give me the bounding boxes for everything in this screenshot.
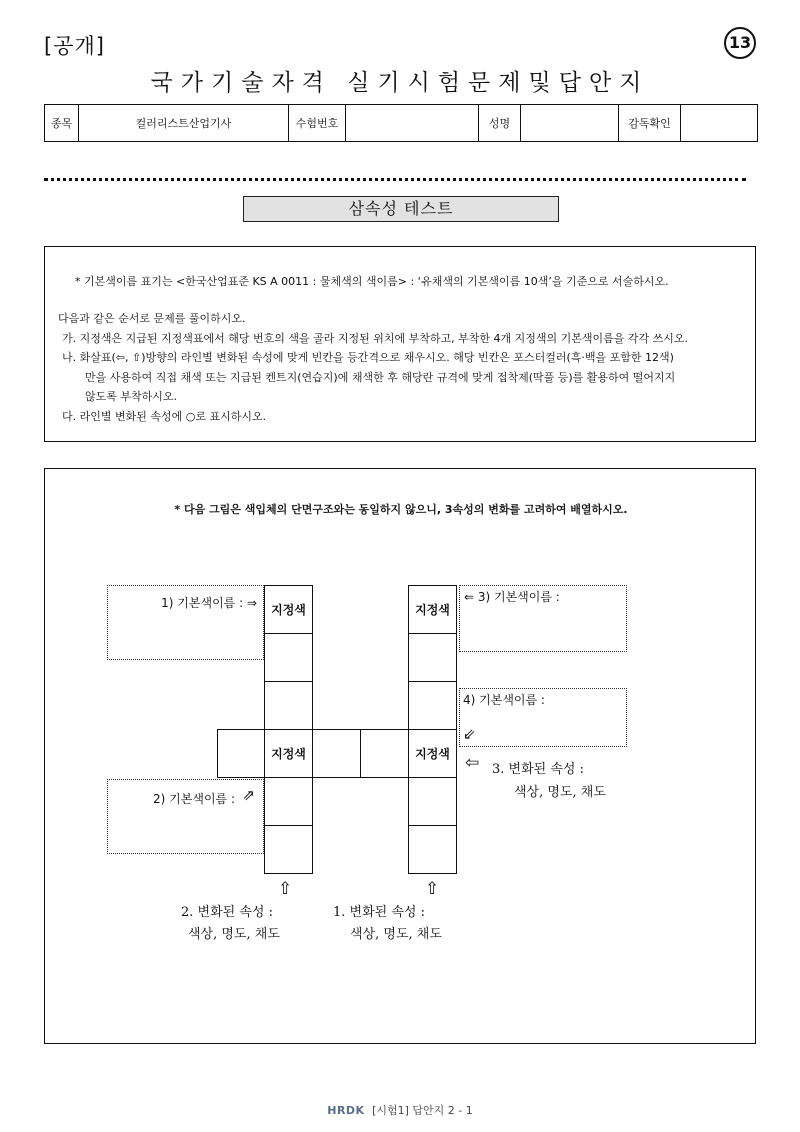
- dotted-divider: [44, 178, 746, 181]
- hrdk-logo: HRDK: [327, 1104, 365, 1117]
- instruction-item-na-cont: 만을 사용하여 직접 채색 또는 지급된 켄트지(연습지)에 채색한 후 해당란 규격에 맞게 접착제(딱풀 등)를 활용하여 떨어지지: [85, 371, 676, 384]
- page-title: 국가기술자격 실기시험문제및답안지: [150, 70, 650, 96]
- exam-info-table: [44, 104, 758, 142]
- exam-no-field[interactable]: [346, 105, 479, 141]
- diagonal-arrow-icon: ⇙: [463, 725, 476, 743]
- answer-cell[interactable]: [408, 825, 457, 874]
- left-arrow-icon: ⇦: [465, 753, 480, 773]
- up-arrow-icon: ⇧: [278, 879, 293, 899]
- label-exam-no: 수험번호: [289, 105, 346, 141]
- answer-cell[interactable]: [408, 633, 457, 682]
- answer-cell[interactable]: [360, 729, 409, 778]
- answer-diagram-box: [44, 468, 756, 1044]
- basic-color-name-label-1: 1) 기본색이름 : ⇒: [161, 596, 257, 610]
- instruction-item-ga: 가. 지정색은 지급된 지정색표에서 해당 번호의 색을 골라 지정된 위치에 부착하고, 부착한 4개 지정색의 기본색이름을 각각 쓰시오.: [62, 332, 688, 345]
- diagram-note: * 다음 그림은 색입체의 단면구조와는 동일하지 않으니, 3속성의 변화를 고려하여 배열하시오.: [174, 503, 628, 516]
- page-number-badge: 13: [724, 27, 756, 59]
- basic-color-name-label-4: 4) 기본색이름 :: [463, 693, 545, 707]
- answer-cell[interactable]: [264, 825, 313, 874]
- designated-color-cell-1[interactable]: 지정색: [264, 585, 313, 634]
- label-supervisor: 감독확인: [619, 105, 681, 141]
- label-name: 성명: [479, 105, 521, 141]
- page-footer: [0, 1102, 800, 1118]
- up-arrow-icon: ⇧: [425, 879, 440, 899]
- footer-text: [시험1] 답안지 2 - 1: [372, 1104, 473, 1117]
- label-type: 종목: [45, 105, 79, 141]
- name-field[interactable]: [521, 105, 619, 141]
- answer-cell[interactable]: [408, 777, 457, 826]
- basic-color-name-box-1[interactable]: [107, 585, 264, 660]
- attribute-2-options[interactable]: 색상, 명도, 채도: [188, 927, 280, 942]
- changed-attribute-3-title: 3. 변화된 속성 :: [492, 762, 584, 777]
- answer-cell[interactable]: [408, 681, 457, 730]
- instruction-item-da: 다. 라인별 변화된 속성에 ○로 표시하시오.: [62, 410, 267, 423]
- attribute-1-options[interactable]: 색상, 명도, 채도: [350, 927, 442, 942]
- basic-color-name-box-4[interactable]: [459, 688, 627, 747]
- public-tag: [공개]: [44, 34, 105, 58]
- designated-color-cell-4[interactable]: 지정색: [408, 729, 457, 778]
- diagonal-arrow-icon: ⇗: [242, 786, 255, 804]
- basic-color-name-label-3: ⇐ 3) 기본색이름 :: [464, 590, 560, 604]
- designated-color-cell-3[interactable]: 지정색: [408, 585, 457, 634]
- basic-color-name-box-3[interactable]: [459, 585, 627, 652]
- basic-color-name-box-2[interactable]: [107, 779, 264, 854]
- star-note: * 기본색이름 표기는 <한국산업표준 KS A 0011 : 물체색의 색이름> : ‘유채색의 기본색이름 10색’을 기준으로 서술하시오.: [75, 275, 669, 288]
- answer-cell[interactable]: [264, 777, 313, 826]
- test-title: 삼속성 테스트: [243, 196, 559, 222]
- basic-color-name-label-2: 2) 기본색이름 :: [153, 792, 235, 806]
- answer-cell[interactable]: [264, 681, 313, 730]
- instruction-intro: 다음과 같은 순서로 문제를 풀이하시오.: [58, 312, 246, 325]
- attribute-3-options[interactable]: 색상, 명도, 채도: [514, 785, 606, 800]
- answer-cell[interactable]: [312, 729, 361, 778]
- instruction-box: [44, 246, 756, 442]
- supervisor-field[interactable]: [681, 105, 757, 141]
- value-type: 컬러리스트산업기사: [79, 105, 289, 141]
- instruction-item-na-cont2: 않도록 부착하시오.: [85, 390, 178, 403]
- answer-cell[interactable]: [264, 633, 313, 682]
- instruction-item-na: 나. 화살표(⇦, ⇧)방향의 라인별 변화된 속성에 맞게 빈칸을 등간격으로 채우시오. 해당 빈칸은 포스터컬러(흑·백을 포함한 12색): [62, 351, 674, 364]
- answer-cell[interactable]: [217, 729, 265, 778]
- changed-attribute-1-title: 1. 변화된 속성 :: [333, 905, 425, 920]
- designated-color-cell-2[interactable]: 지정색: [264, 729, 313, 778]
- changed-attribute-2-title: 2. 변화된 속성 :: [181, 905, 273, 920]
